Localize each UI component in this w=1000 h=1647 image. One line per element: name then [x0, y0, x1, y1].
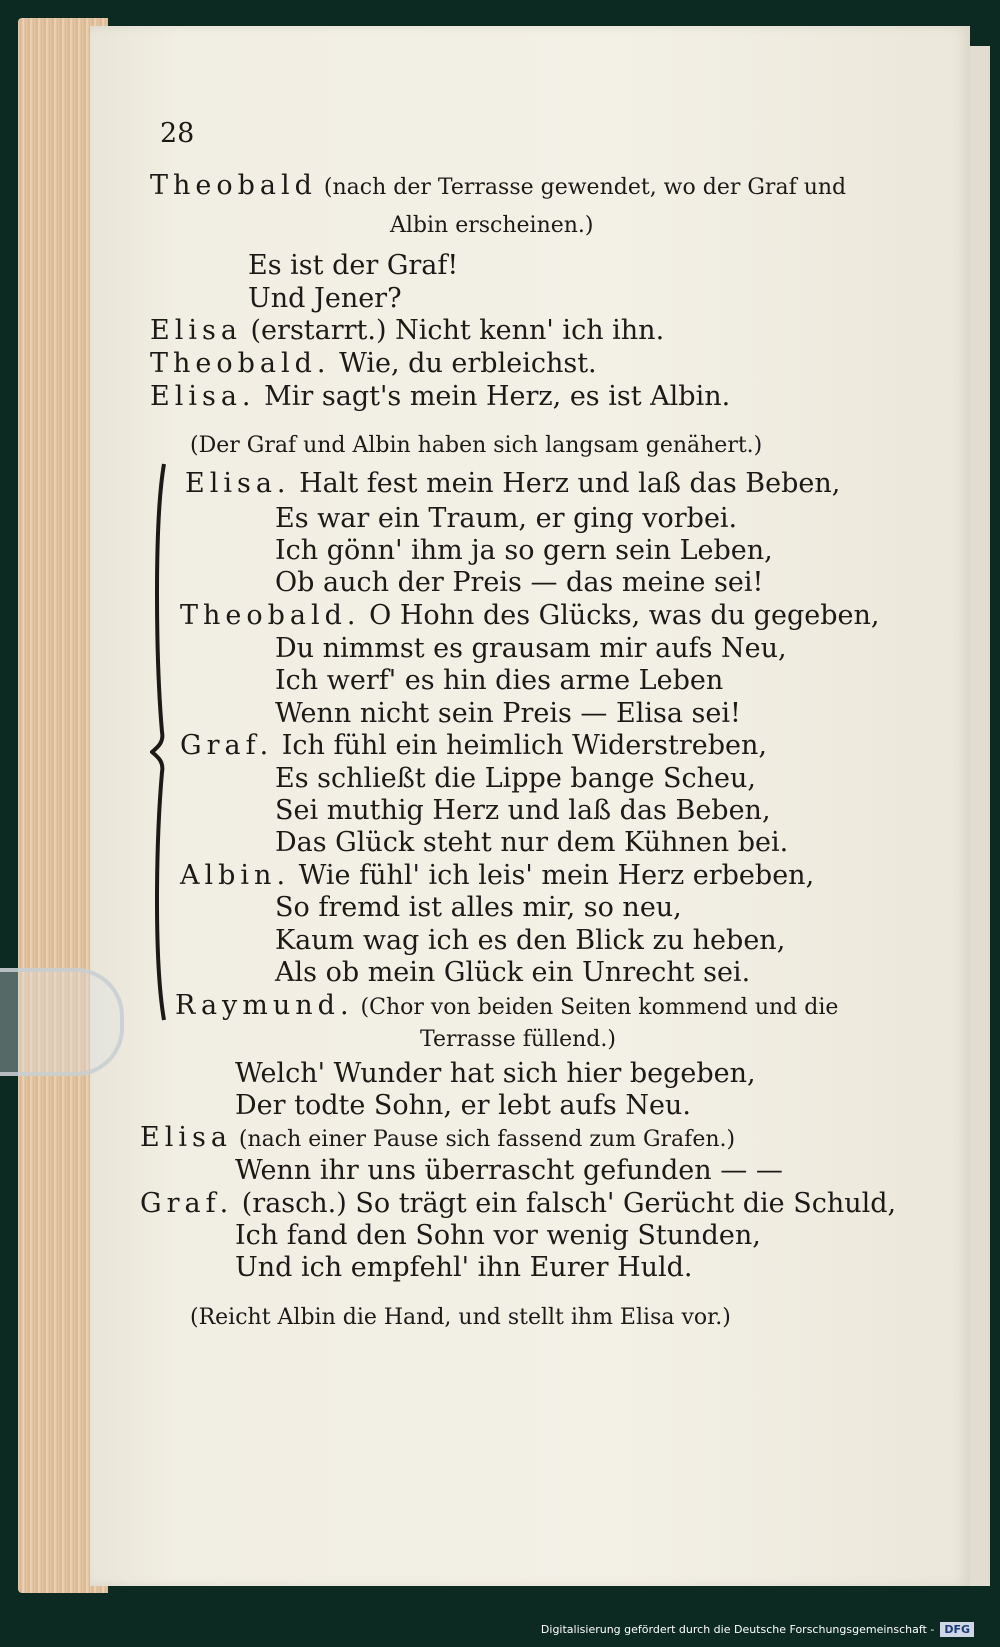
verse-text: Wie, du erbleichst. [330, 348, 597, 379]
text-line [180, 600, 879, 631]
verse-text: Du nimmst es grausam mir aufs Neu, [275, 633, 787, 664]
paper-clip [0, 968, 124, 1076]
text-line [175, 990, 838, 1023]
text-line [420, 1022, 616, 1055]
text-line [275, 535, 773, 566]
text-line [275, 567, 763, 598]
verse-text: Wenn nicht sein Preis — Elisa sei! [275, 698, 741, 729]
footer-text: Digitalisierung gefördert durch die Deutsche Forschungsgemeinschaft - [540, 1622, 935, 1636]
stage-direction: (Chor von beiden Seiten kommend und die [353, 995, 839, 1020]
page-number: 28 [160, 118, 195, 149]
text-line [235, 1252, 693, 1283]
text-line [150, 315, 664, 346]
text-line [190, 428, 762, 461]
text-line [150, 170, 846, 203]
text-line [150, 348, 597, 379]
stage-direction: Terrasse füllend.) [420, 1027, 616, 1052]
verse-text: Sei muthig Herz und laß das Beben, [275, 795, 771, 826]
verse-text: Ob auch der Preis — das meine sei! [275, 567, 764, 598]
verse-text: Es war ein Traum, er ging vorbei. [275, 503, 738, 534]
text-line [275, 633, 787, 664]
text-line [390, 208, 594, 241]
speaker-name: Elisa. [185, 468, 291, 499]
verse-text: So fremd ist alles mir, so neu, [275, 892, 682, 923]
page-spine [970, 46, 990, 1586]
text-line [275, 795, 771, 826]
speaker-name: Elisa [150, 315, 242, 346]
verse-text: Als ob mein Glück ein Unrecht sei. [275, 957, 751, 988]
text-line [235, 1220, 761, 1251]
speaker-name: Theobald. [150, 348, 331, 379]
stage-direction: Albin erscheinen.) [390, 213, 594, 238]
text-line [235, 1090, 691, 1121]
verse-text: Kaum wag ich es den Blick zu heben, [275, 925, 786, 956]
text-line [275, 957, 750, 988]
speaker-name: Albin. [180, 860, 291, 891]
speaker-name: Graf. [180, 730, 274, 761]
verse-text: Ich fand den Sohn vor wenig Stunden, [235, 1220, 761, 1251]
footer-credit [541, 1619, 974, 1639]
verse-text: Halt fest mein Herz und laß das Beben, [290, 468, 841, 499]
text-line [248, 283, 402, 314]
text-line [180, 860, 814, 891]
stage-direction: (nach der Terrasse gewendet, wo der Graf und [316, 175, 847, 200]
verse-text: Wie fühl' ich leis' mein Herz erbeben, [290, 860, 815, 891]
verse-text: Es schließt die Lippe bange Scheu, [275, 763, 756, 794]
speaker-name: Graf. [140, 1188, 234, 1219]
verse-text: Es ist der Graf! [248, 250, 459, 281]
text-line [150, 381, 730, 412]
bracket-icon [150, 462, 166, 1022]
verse-text: Und Jener? [248, 283, 402, 314]
text-line [140, 1122, 735, 1155]
text-line [190, 1300, 731, 1333]
text-line [275, 698, 741, 729]
verse-text: Das Glück steht nur dem Kühnen bei. [275, 827, 789, 858]
text-line [235, 1058, 756, 1089]
text-line [275, 925, 785, 956]
text-line [275, 827, 788, 858]
text-line [248, 250, 458, 281]
text-line [185, 468, 840, 499]
text-line [275, 503, 737, 534]
speaker-name: Theobald [150, 170, 317, 201]
verse-text: O Hohn des Glücks, was du gegeben, [360, 600, 880, 631]
speaker-name: Theobald. [180, 600, 361, 631]
text-line [235, 1155, 783, 1186]
text-line [275, 892, 682, 923]
verse-text: Der todte Sohn, er lebt aufs Neu. [235, 1090, 691, 1121]
verse-text: Ich gönn' ihm ja so gern sein Leben, [275, 535, 773, 566]
text-line [180, 730, 767, 761]
speaker-name: Raymund. [175, 990, 354, 1021]
verse-text: Ich werf' es hin dies arme Leben [275, 665, 724, 696]
verse-text: Welch' Wunder hat sich hier begeben, [235, 1058, 756, 1089]
verse-text: Und ich empfehl' ihn Eurer Huld. [235, 1252, 693, 1283]
speaker-name: Elisa [140, 1122, 232, 1153]
stage-direction: (nach einer Pause sich fassend zum Grafen.) [231, 1127, 736, 1152]
text-line [140, 1188, 896, 1219]
dfg-logo: DFG [940, 1622, 974, 1637]
verse-text: Ich fühl ein heimlich Widerstreben, [273, 730, 767, 761]
stage-direction: (Der Graf und Albin haben sich langsam genähert.) [190, 433, 763, 458]
stage-direction: (Reicht Albin die Hand, und stellt ihm Elisa vor.) [190, 1305, 731, 1330]
text-line [275, 763, 756, 794]
text-line [275, 665, 723, 696]
verse-text: Mir sagt's mein Herz, es ist Albin. [255, 381, 731, 412]
verse-text: (erstarrt.) Nicht kenn' ich ihn. [241, 315, 665, 346]
verse-text: Wenn ihr uns überrascht gefunden — — [235, 1155, 783, 1186]
verse-text: (rasch.) So trägt ein falsch' Gerücht die Schuld, [233, 1188, 897, 1219]
speaker-name: Elisa. [150, 381, 256, 412]
